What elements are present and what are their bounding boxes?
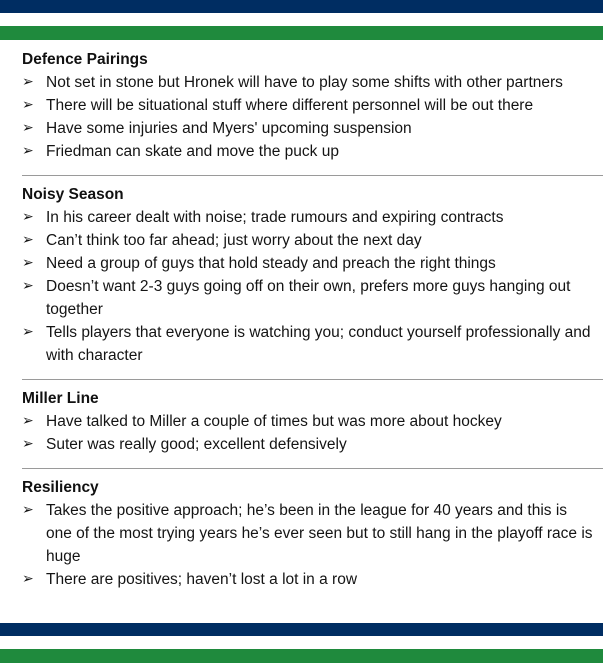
bullet-item	[22, 94, 597, 117]
section-noisy-season	[0, 183, 603, 367]
section-heading: Miller Line	[22, 390, 99, 407]
bullet-list	[22, 410, 597, 456]
bullet-list	[22, 499, 597, 591]
bullet-item	[22, 252, 597, 275]
arrowhead-bullet-icon: ➢	[22, 436, 34, 452]
section-heading: Noisy Season	[22, 186, 124, 203]
arrowhead-bullet-icon: ➢	[22, 74, 34, 90]
bullet-item	[22, 140, 597, 163]
arrowhead-bullet-icon: ➢	[22, 571, 34, 587]
top-navy-bar	[0, 0, 603, 13]
bullet-text: There are positives; haven’t lost a lot in a row	[46, 571, 358, 588]
arrowhead-bullet-icon: ➢	[22, 255, 34, 271]
arrowhead-bullet-icon: ➢	[22, 324, 34, 340]
arrowhead-bullet-icon: ➢	[22, 502, 34, 518]
bullet-list	[22, 71, 597, 163]
bullet-text: Doesn’t want 2-3 guys going off on their own, prefers more guys hanging out together	[46, 278, 571, 318]
bullet-item	[22, 206, 597, 229]
bullet-text: Not set in stone but Hronek will have to play some shifts with other partners	[46, 74, 563, 91]
bullet-text: Have talked to Miller a couple of times but was more about hockey	[46, 413, 502, 430]
bullet-item	[22, 410, 597, 433]
bullet-item	[22, 229, 597, 252]
bullet-text: There will be situational stuff where different personnel will be out there	[46, 97, 534, 114]
section-divider	[22, 468, 603, 469]
bullet-item	[22, 499, 597, 568]
section-defence-pairings	[0, 48, 603, 163]
section-resiliency	[0, 476, 603, 591]
arrowhead-bullet-icon: ➢	[22, 278, 34, 294]
bullet-text: Have some injuries and Myers' upcoming suspension	[46, 120, 412, 137]
arrowhead-bullet-icon: ➢	[22, 413, 34, 429]
top-green-bar	[0, 26, 603, 40]
arrowhead-bullet-icon: ➢	[22, 209, 34, 225]
bullet-item	[22, 321, 597, 367]
section-divider	[22, 175, 603, 176]
bullet-text: Suter was really good; excellent defensively	[46, 436, 347, 453]
section-divider	[22, 379, 603, 380]
section-heading: Resiliency	[22, 479, 99, 496]
bullet-item	[22, 433, 597, 456]
bullet-text: Can’t think too far ahead; just worry about the next day	[46, 232, 422, 249]
bullet-list	[22, 206, 597, 367]
bullet-text: Tells players that everyone is watching you; conduct yourself professionally and with character	[46, 324, 591, 364]
arrowhead-bullet-icon: ➢	[22, 143, 34, 159]
bottom-navy-bar	[0, 623, 603, 636]
bullet-item	[22, 275, 597, 321]
bullet-text: Need a group of guys that hold steady and preach the right things	[46, 255, 496, 272]
section-miller-line	[0, 387, 603, 456]
notes-content	[0, 48, 603, 591]
arrowhead-bullet-icon: ➢	[22, 232, 34, 248]
bullet-text: Takes the positive approach; he’s been in the league for 40 years and this is one of the most trying years he’s ever seen but to still hang in the playoff race is huge	[46, 502, 593, 565]
bullet-item	[22, 117, 597, 140]
bullet-item	[22, 71, 597, 94]
bullet-text: In his career dealt with noise; trade rumours and expiring contracts	[46, 209, 504, 226]
arrowhead-bullet-icon: ➢	[22, 120, 34, 136]
section-heading: Defence Pairings	[22, 51, 148, 68]
bottom-green-bar	[0, 649, 603, 663]
arrowhead-bullet-icon: ➢	[22, 97, 34, 113]
bullet-text: Friedman can skate and move the puck up	[46, 143, 339, 160]
bullet-item	[22, 568, 597, 591]
